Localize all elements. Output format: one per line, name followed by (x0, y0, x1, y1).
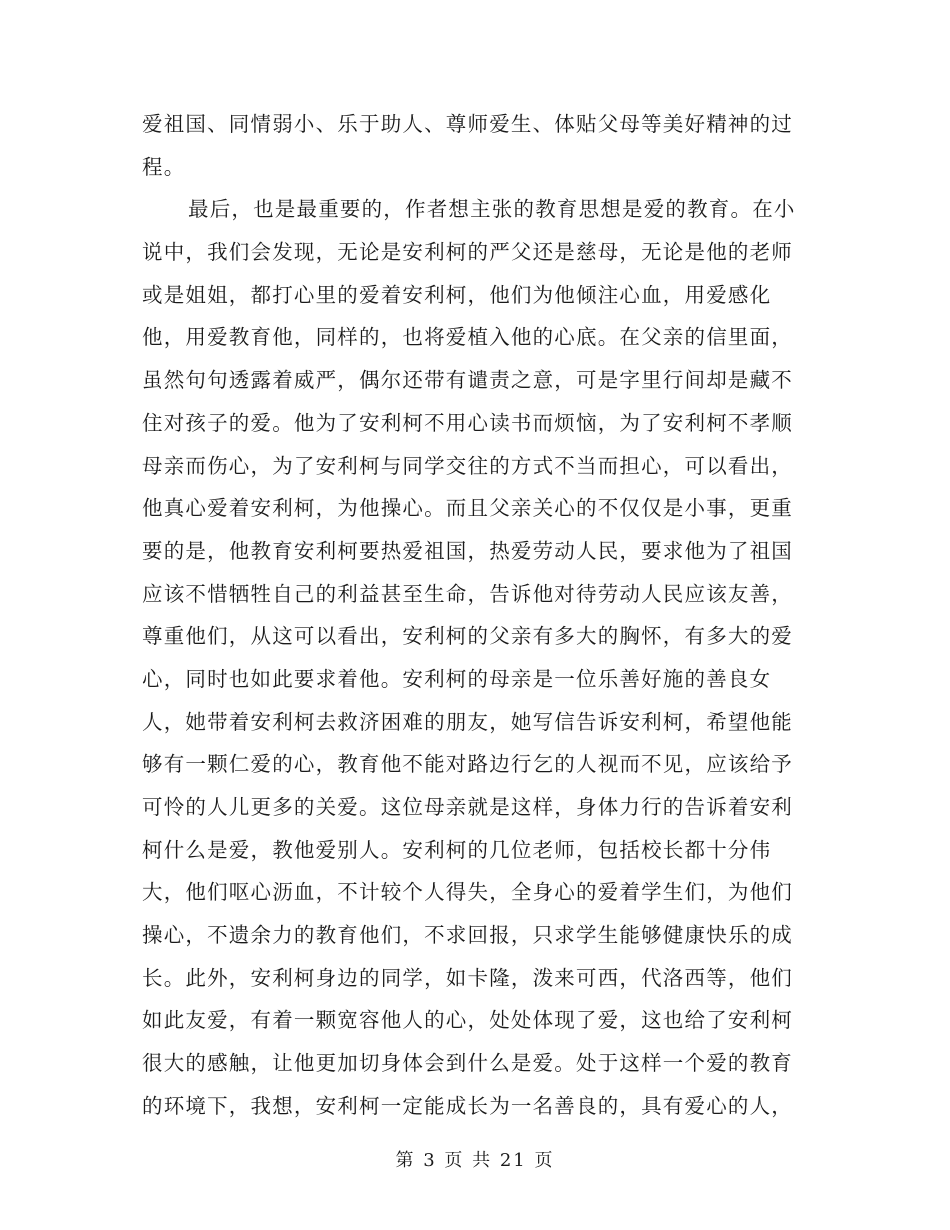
text-line: 说中，我们会发现，无论是安利柯的严父还是慈母，无论是他的老师 (142, 240, 793, 265)
text-line: 尊重他们，从这可以看出，安利柯的父亲有多大的胸怀，有多大的爱 (142, 624, 793, 649)
text-line: 或是姐姐，都打心里的爱着安利柯，他们为他倾注心血，用爱感化 (142, 282, 772, 307)
text-line: 的环境下，我想，安利柯一定能成长为一名善良的，具有爱心的人， (142, 1093, 793, 1118)
text-line: 长。此外，安利柯身边的同学，如卡隆，泼来可西，代洛西等，他们 (142, 965, 793, 990)
text-line: 母亲而伤心，为了安利柯与同学交往的方式不当而担心，可以看出， (142, 453, 793, 478)
text-line: 很大的感触，让他更加切身体会到什么是爱。处于这样一个爱的教育 (142, 1051, 793, 1076)
text-line: 他真心爱着安利柯，为他操心。而且父亲关心的不仅仅是小事，更重 (142, 496, 793, 521)
text-line: 够有一颗仁爱的心，教育他不能对路边行乞的人视而不见，应该给予 (142, 752, 793, 777)
text-line: 爱祖国、同情弱小、乐于助人、尊师爱生、体贴父母等美好精神的过 (142, 112, 793, 136)
text-line: 要的是，他教育安利柯要热爱祖国，热爱劳动人民，要求他为了祖国 (142, 538, 793, 563)
text-line: 人，她带着安利柯去救济困难的朋友，她写信告诉安利柯，希望他能 (142, 709, 793, 734)
paragraph-start-line: 最后，也是最重要的，作者想主张的教育思想是爱的教育。在小 (188, 197, 796, 222)
text-line: 住对孩子的爱。他为了安利柯不用心读书而烦恼，为了安利柯不孝顺 (142, 410, 793, 435)
body-text (142, 103, 802, 1128)
text-line: 可怜的人儿更多的关爱。这位母亲就是这样，身体力行的告诉着安利 (142, 795, 793, 819)
text-line: 柯什么是爱，教他爱别人。安利柯的几位老师，包括校长都十分伟 (142, 837, 772, 862)
text-line: 操心，不遗余力的教育他们，不求回报，只求学生能够健康快乐的成 (142, 923, 793, 948)
text-line: 应该不惜牺牲自己的利益甚至生命，告诉他对待劳动人民应该友善， (142, 581, 793, 606)
text-line: 他，用爱教育他，同样的，也将爱植入他的心底。在父亲的信里面， (142, 325, 793, 350)
text-line: 心，同时也如此要求着他。安利柯的母亲是一位乐善好施的善良女 (142, 666, 772, 691)
text-line: 程。 (142, 154, 186, 179)
text-line: 虽然句句透露着威严，偶尔还带有谴责之意，可是字里行间却是藏不 (142, 368, 793, 393)
text-line: 大，他们呕心沥血，不计较个人得失，全身心的爱着学生们，为他们 (142, 880, 793, 905)
page-number-footer: 第 3 页 共 21 页 (395, 1150, 555, 1171)
text-line: 如此友爱，有着一颗宽容他人的心，处处体现了爱，这也给了安利柯 (142, 1008, 793, 1033)
